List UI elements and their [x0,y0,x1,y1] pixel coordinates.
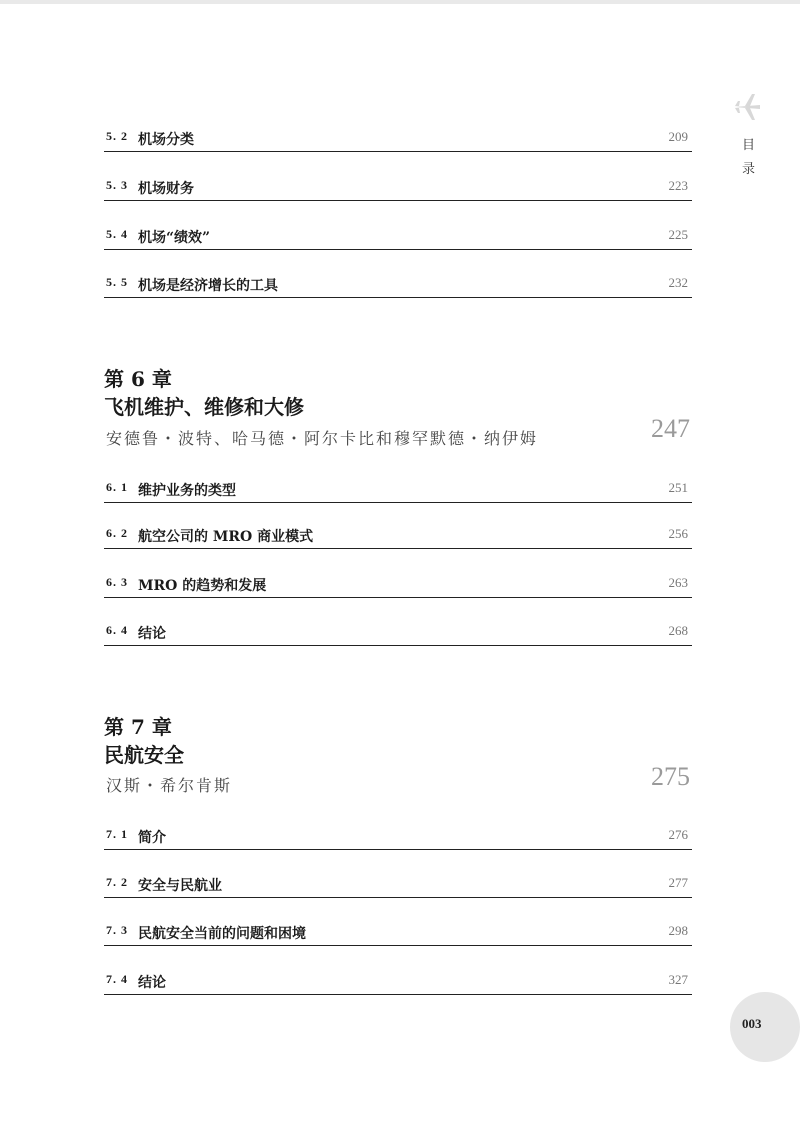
section-title: 机场是经济增长的工具 [138,278,278,294]
chapter-authors: 汉斯・希尔肯斯 [106,776,233,795]
section-number: 7. 1 [106,827,128,841]
section-page: 223 [668,178,688,193]
section-title: 安全与民航业 [138,878,222,894]
section-number: 5. 3 [106,178,128,192]
chapter-title: 飞机维护、维修和大修 [104,395,304,419]
section-number: 6. 3 [106,575,128,589]
toc-row[interactable] [104,526,692,549]
toc-row[interactable] [104,875,692,898]
toc-row[interactable] [104,623,692,646]
section-page: 209 [668,129,688,144]
chapter-page: 275 [651,762,690,791]
section-title: MRO 的趋势和发展 [138,578,267,594]
sidebar-char-lu: 录 [742,162,756,177]
toc-row[interactable] [104,227,692,250]
section-page: 232 [668,275,688,290]
section-number: 7. 4 [106,972,128,986]
section-title: 维护业务的类型 [138,483,236,499]
section-page: 263 [668,575,688,590]
top-edge [0,0,800,4]
toc-row[interactable] [104,972,692,995]
chapter-label: 第 7 章 [104,715,172,739]
section-title: 民航安全当前的问题和困境 [138,926,306,942]
section-title: 航空公司的 MRO 商业模式 [138,529,314,545]
section-number: 6. 1 [106,480,128,494]
section-number: 5. 2 [106,129,128,143]
section-page: 225 [668,227,688,242]
section-number: 5. 4 [106,227,128,241]
section-title: 简介 [138,830,166,846]
section-page: 276 [668,827,688,842]
section-number: 6. 2 [106,526,128,540]
toc-row[interactable] [104,827,692,850]
section-page: 268 [668,623,688,638]
section-title: 机场分类 [138,132,194,148]
section-title: 结论 [138,975,166,991]
section-number: 7. 2 [106,875,128,889]
section-page: 298 [668,923,688,938]
section-number: 6. 4 [106,623,128,637]
section-page: 251 [668,480,688,495]
toc-row[interactable] [104,129,692,152]
toc-row[interactable] [104,275,692,298]
chapter-title: 民航安全 [104,743,184,767]
sidebar [716,0,800,1127]
section-number: 5. 5 [106,275,128,289]
sidebar-char-mu: 目 [742,138,756,153]
chapter-label: 第 6 章 [104,367,172,391]
toc-row[interactable] [104,923,692,946]
page-number: 003 [742,1016,762,1031]
toc-row[interactable] [104,480,692,503]
section-page: 277 [668,875,688,890]
section-page: 327 [668,972,688,987]
section-number: 7. 3 [106,923,128,937]
toc-row[interactable] [104,575,692,598]
section-title: 机场“绩效” [138,230,211,246]
chapter-page: 247 [651,414,690,443]
page-number-circle [730,992,800,1062]
section-title: 结论 [138,626,166,642]
airplane-icon [732,92,762,122]
chapter-authors: 安德鲁・波特、哈马德・阿尔卡比和穆罕默德・纳伊姆 [106,429,539,448]
toc-row[interactable] [104,178,692,201]
section-title: 机场财务 [138,181,194,197]
section-page: 256 [668,526,688,541]
